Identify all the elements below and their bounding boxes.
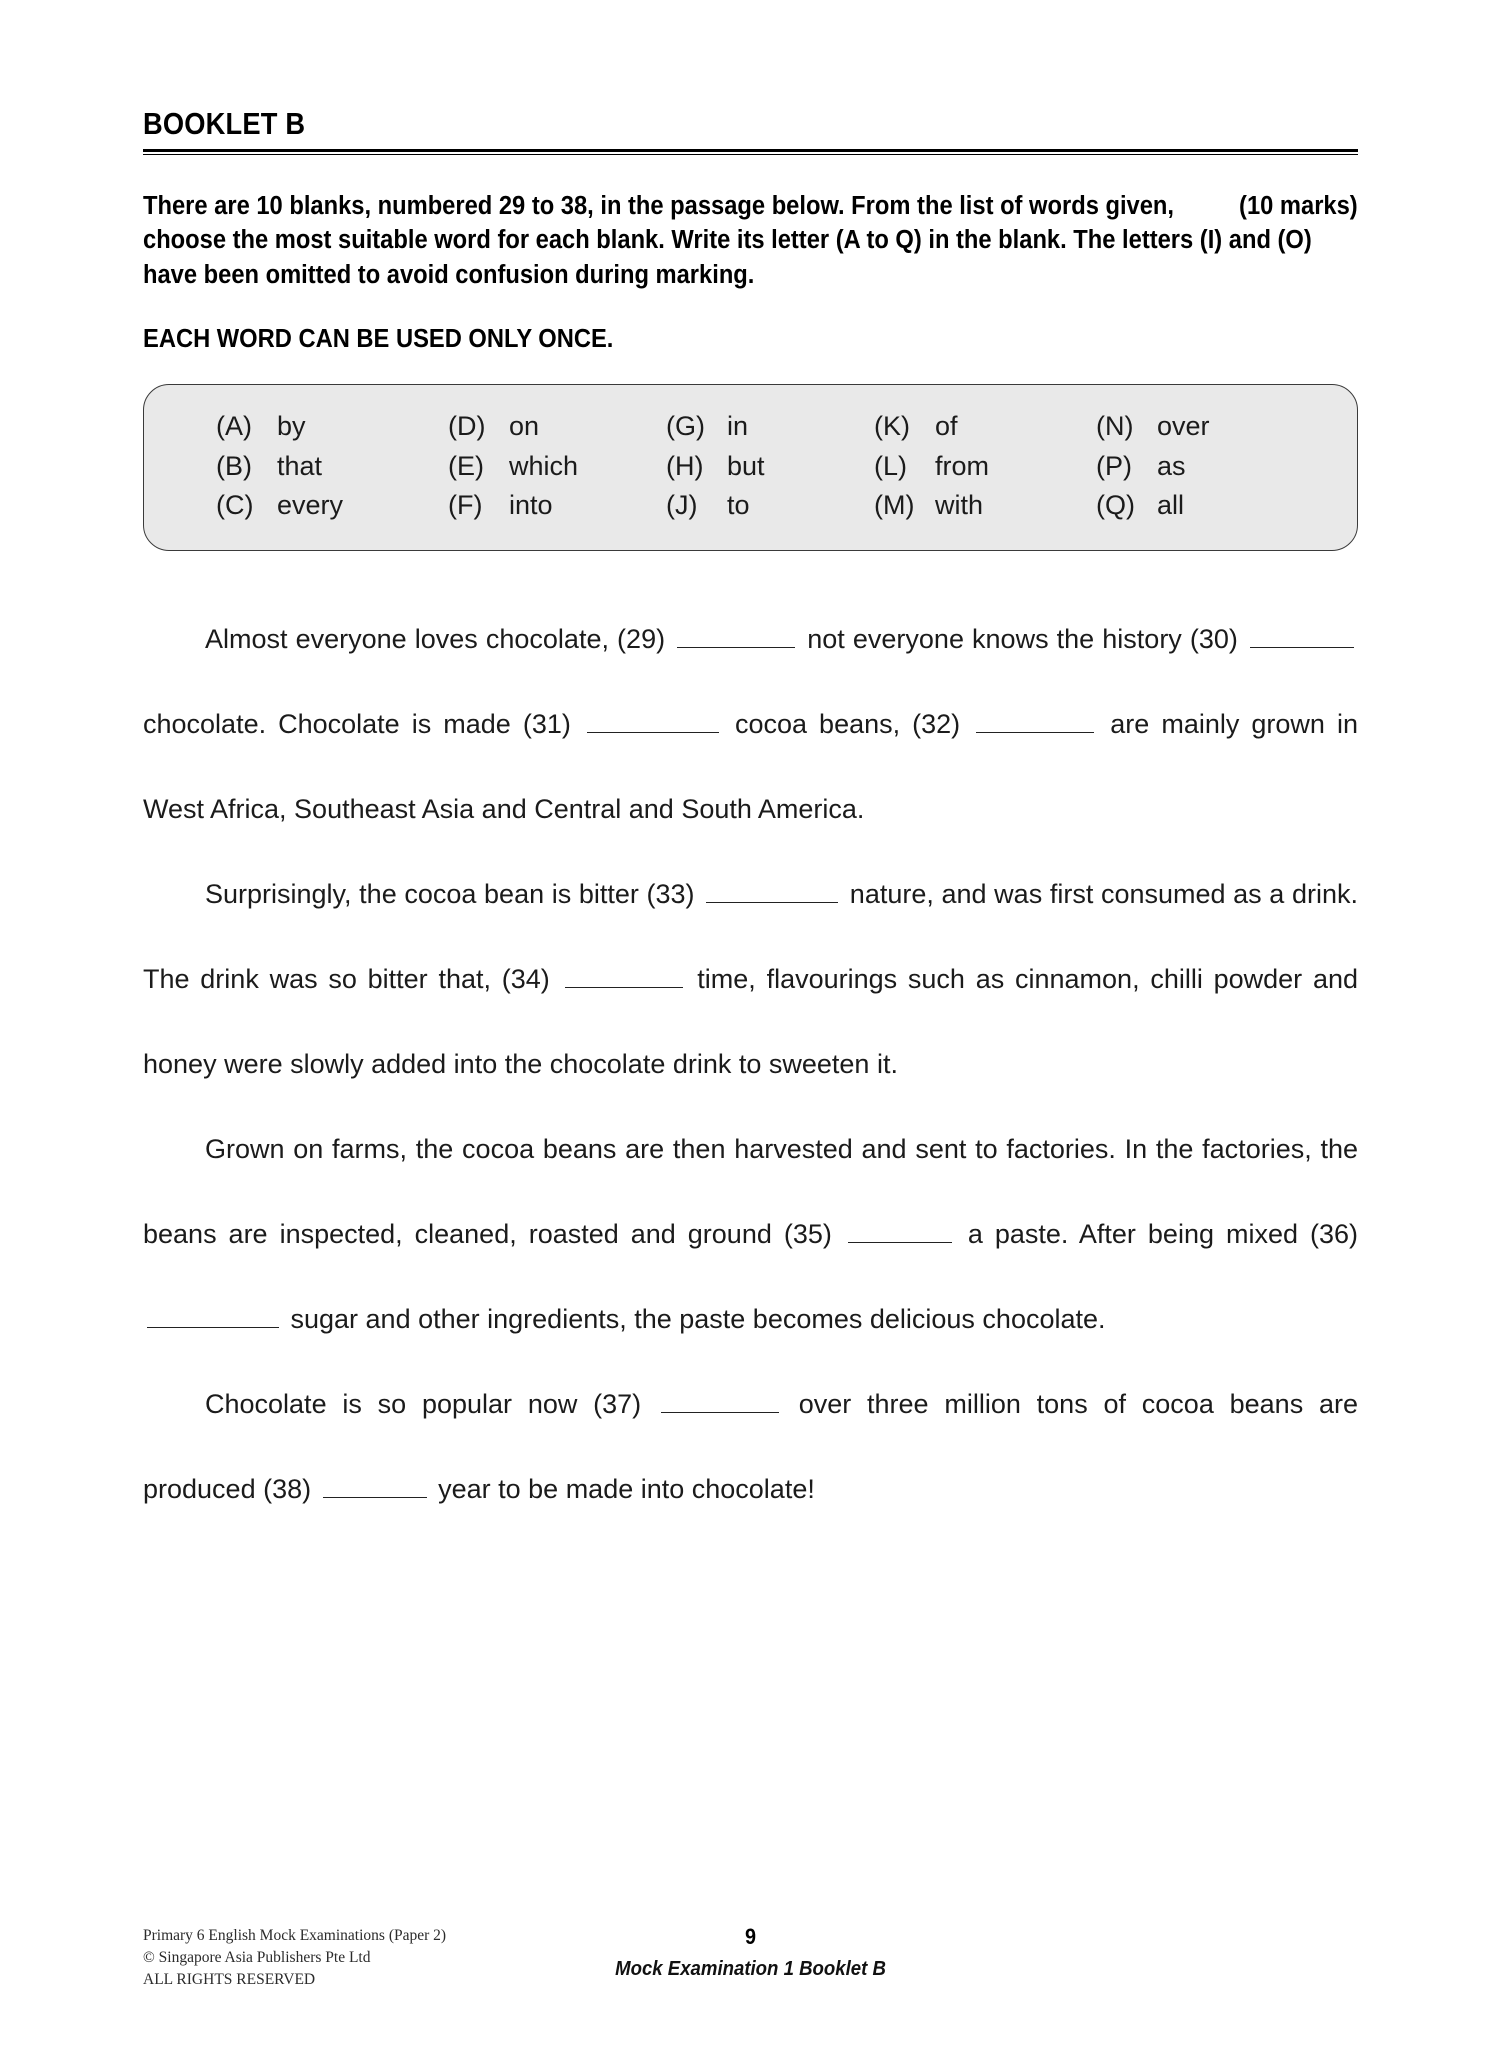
word-option-letter: (M) xyxy=(874,490,915,521)
word-option xyxy=(666,447,874,486)
copyright-line: Primary 6 English Mock Examinations (Paper 2) xyxy=(143,1927,447,1944)
answer-blank-36[interactable] xyxy=(147,1307,279,1328)
word-option-word: of xyxy=(935,411,958,442)
word-option-letter: (N) xyxy=(1096,411,1134,442)
passage-text: chocolate. Chocolate is made (31) xyxy=(143,708,583,739)
passage-text: a paste. After being mixed (36) xyxy=(955,1218,1358,1249)
answer-blank-37[interactable] xyxy=(661,1392,779,1413)
answer-blank-29[interactable] xyxy=(677,627,795,648)
word-option-letter: (J) xyxy=(666,490,698,521)
answer-blank-38[interactable] xyxy=(323,1477,427,1498)
word-list-columns xyxy=(144,407,1357,525)
passage-text: year to be made into chocolate! xyxy=(430,1473,815,1504)
word-option xyxy=(216,447,448,486)
answer-blank-35[interactable] xyxy=(848,1222,952,1243)
word-option-word: in xyxy=(727,411,749,442)
word-option xyxy=(1096,486,1276,525)
word-option xyxy=(216,486,448,525)
passage-text: are mainly grown in West Africa, Southeast Asia and Central and South America. xyxy=(143,708,1358,824)
passage-text: sugar and other ingredients, the paste becomes delicious chocolate. xyxy=(283,1303,1106,1334)
word-option-letter: (G) xyxy=(666,411,705,442)
word-option-word: with xyxy=(935,490,984,521)
copyright-line: © Singapore Asia Publishers Pte Ltd xyxy=(143,1949,371,1966)
passage-paragraph xyxy=(143,1107,1358,1362)
word-option-word: from xyxy=(935,450,989,481)
page-number: 9 xyxy=(744,1924,757,1949)
word-option-letter: (F) xyxy=(448,490,483,521)
word-option-word: into xyxy=(509,490,553,521)
word-option-letter: (A) xyxy=(216,411,252,442)
word-option-word: which xyxy=(509,450,579,481)
word-option xyxy=(874,447,1096,486)
word-option-letter: (D) xyxy=(448,411,486,442)
marks-label: (10 marks) xyxy=(1239,191,1358,220)
page-content xyxy=(143,108,1358,1532)
word-option xyxy=(874,486,1096,525)
word-list-column xyxy=(874,407,1096,525)
heading-divider xyxy=(143,149,1358,155)
passage-text: nature, and was first consumed as a drink. The drink was so bitter that, (34) xyxy=(143,878,1358,994)
passage-text: over three million tons of cocoa beans are produced (38) xyxy=(143,1388,1359,1504)
word-option-word: all xyxy=(1157,490,1185,521)
word-option-letter: (C) xyxy=(216,490,254,521)
page-title: BOOKLET B xyxy=(143,106,306,141)
word-option xyxy=(448,447,666,486)
passage-body xyxy=(143,597,1358,1532)
passage-paragraph xyxy=(143,852,1358,1107)
word-option xyxy=(1096,447,1276,486)
word-option-word: by xyxy=(277,411,306,442)
passage-paragraph xyxy=(143,1362,1358,1532)
copyright-line: ALL RIGHTS RESERVED xyxy=(143,1971,316,1988)
passage-text: cocoa beans, (32) xyxy=(722,708,973,739)
word-option-word: over xyxy=(1157,411,1210,442)
answer-blank-34[interactable] xyxy=(565,967,683,988)
instructions-text: There are 10 blanks, numbered 29 to 38, in the passage below. From the list of words given, choose the most suitable word for each blank. Write its letter (A to Q) in the blank. The letters (I) and (O) have been omitted to avoid confusion during marking. xyxy=(143,191,1312,290)
passage-paragraph xyxy=(143,597,1358,852)
exam-label: Mock Examination 1 Booklet B xyxy=(615,1958,886,1981)
passage-text: Surprisingly, the cocoa bean is bitter (33) xyxy=(205,878,703,909)
word-list-column xyxy=(448,407,666,525)
passage-text: Grown on farms, the cocoa beans are then harvested and sent to factories. In the factories, the beans are inspected, cleaned, roasted and ground (35) xyxy=(143,1133,1358,1249)
passage-text: Chocolate is so popular now (37) xyxy=(205,1388,657,1419)
word-option-letter: (P) xyxy=(1096,450,1132,481)
passage-text: not everyone knows the history (30) xyxy=(799,623,1247,654)
page-footer xyxy=(143,1925,1358,2035)
word-list-column xyxy=(216,407,448,525)
word-option xyxy=(1096,407,1276,446)
answer-blank-30[interactable] xyxy=(1250,627,1354,648)
word-option-letter: (K) xyxy=(874,411,910,442)
word-option-letter: (B) xyxy=(216,450,252,481)
word-option-word: every xyxy=(277,490,344,521)
word-option-word: to xyxy=(727,490,750,521)
word-list-box xyxy=(143,384,1358,550)
word-option xyxy=(666,407,874,446)
answer-blank-33[interactable] xyxy=(706,882,838,903)
answer-blank-31[interactable] xyxy=(587,712,719,733)
footer-center-block xyxy=(143,1925,1358,1981)
passage-text: Almost everyone loves chocolate, (29) xyxy=(205,623,674,654)
word-option-word: that xyxy=(277,450,323,481)
word-option-word: but xyxy=(727,450,765,481)
passage-text: time, flavourings such as cinnamon, chilli powder and honey were slowly added into the chocolate drink to sweeten it. xyxy=(143,963,1358,1079)
word-option-word: on xyxy=(509,411,540,442)
word-option-letter: (H) xyxy=(666,450,704,481)
answer-blank-32[interactable] xyxy=(976,712,1094,733)
word-option-word: as xyxy=(1157,450,1186,481)
word-option xyxy=(448,486,666,525)
word-option xyxy=(216,407,448,446)
usage-note: EACH WORD CAN BE USED ONLY ONCE. xyxy=(143,325,614,354)
instructions-block xyxy=(143,189,1358,294)
word-list-column xyxy=(1096,407,1276,525)
word-option-letter: (E) xyxy=(448,450,484,481)
word-option-letter: (L) xyxy=(874,450,907,481)
word-option-letter: (Q) xyxy=(1096,490,1135,521)
word-option xyxy=(448,407,666,446)
word-option xyxy=(874,407,1096,446)
word-list-column xyxy=(666,407,874,525)
word-option xyxy=(666,486,874,525)
